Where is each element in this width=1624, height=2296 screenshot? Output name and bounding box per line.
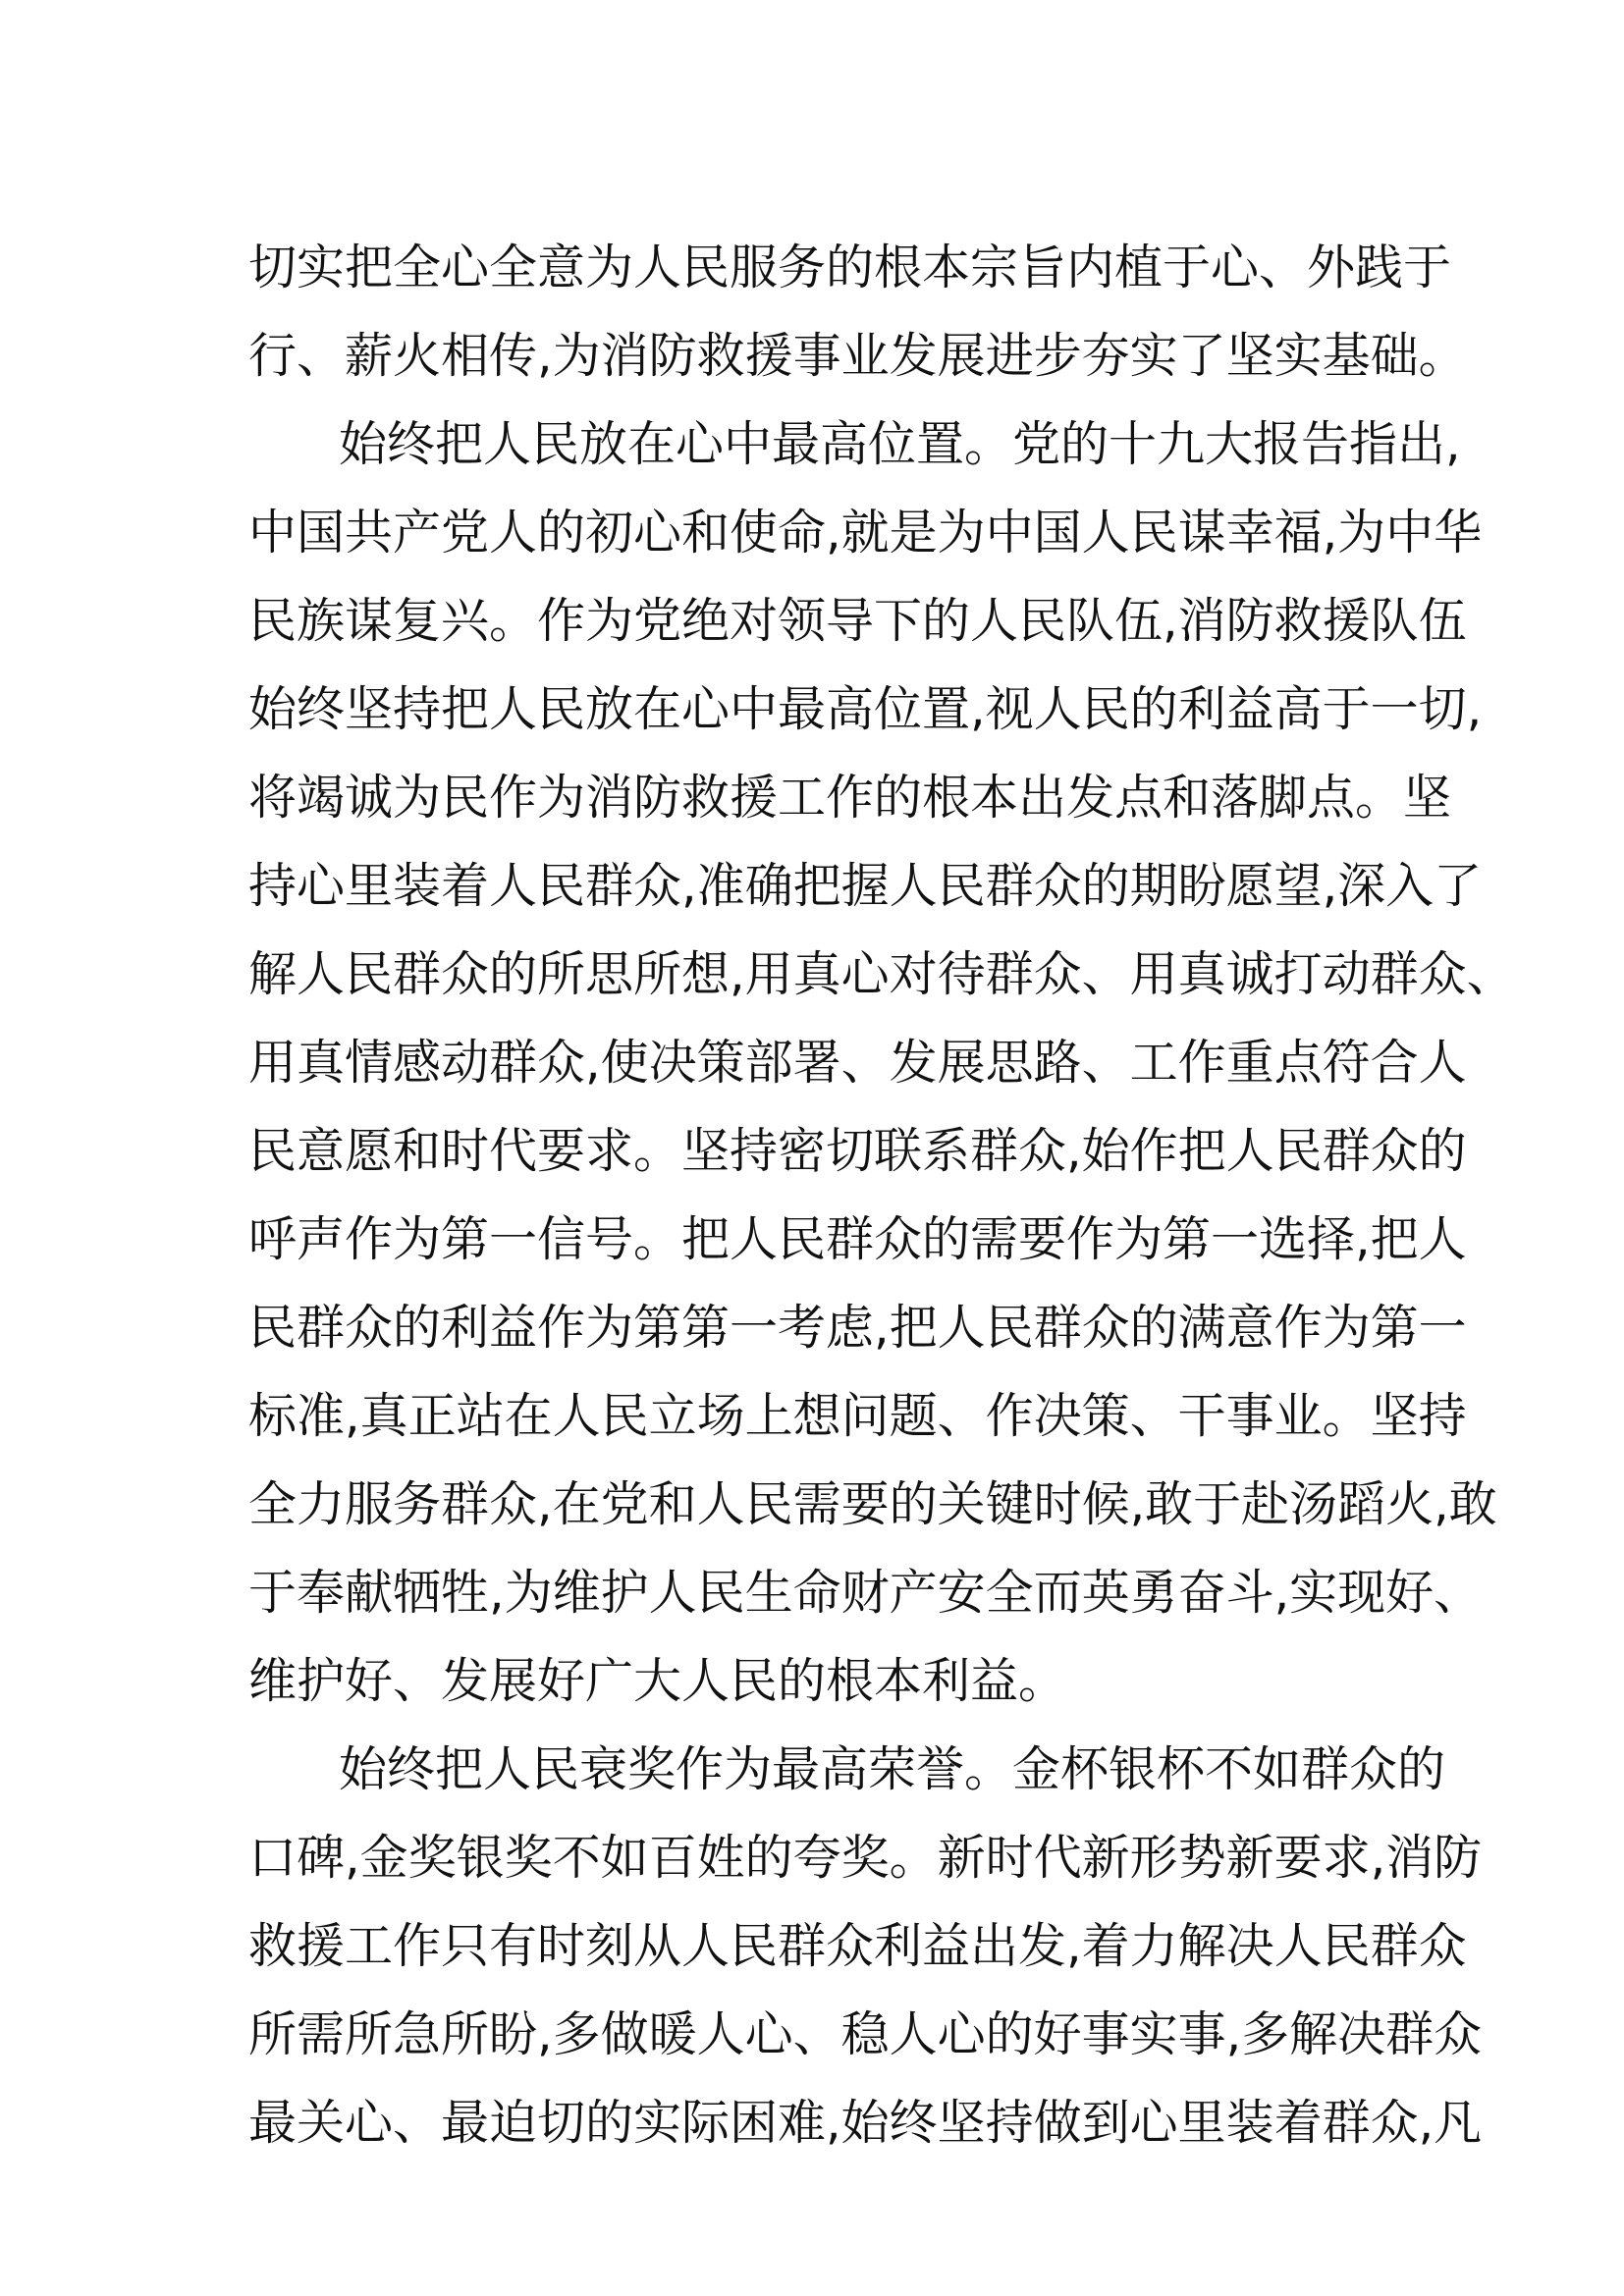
text-line: 行、薪火相传,为消防救援事业发展进步夯实了坚实基础。 <box>248 328 1467 384</box>
text-line: 所需所急所盼,多做暖人心、稳人心的好事实事,多解决群众 <box>248 2006 1483 2062</box>
text-line: 解人民群众的所思所想,用真心对待群众、用真诚打动群众、 <box>248 946 1515 1002</box>
text-line: 民族谋复兴。作为党绝对领导下的人民队伍,消防救援队伍 <box>248 593 1467 649</box>
text-line: 维护好、发展好广大人民的根本利益。 <box>248 1653 1067 1709</box>
text-line: 最关心、最迫切的实际困难,始终坚持做到心里装着群众,凡 <box>248 2095 1483 2151</box>
text-line: 于奉献牺牲,为维护人民生命财产安全而英勇奋斗,实现好、 <box>248 1565 1483 1621</box>
text-line: 持心里装着人民群众,准确把握人民群众的期盼愿望,深入了 <box>248 858 1483 914</box>
paragraph-start-line: 始终把人民衰奖作为最高荣誉。金杯银杯不如群众的 <box>339 1741 1446 1797</box>
text-line: 切实把全心全意为人民服务的根本宗旨内植于心、外践于 <box>248 240 1452 295</box>
body-text <box>248 224 1515 2167</box>
text-line: 民意愿和时代要求。坚持密切联系群众,始作把人民群众的 <box>248 1123 1467 1179</box>
paragraph-start-line: 始终把人民放在心中最高位置。党的十九大报告指出, <box>339 416 1461 472</box>
text-line: 全力服务群众,在党和人民需要的关键时候,敢于赴汤蹈火,敢 <box>248 1476 1497 1532</box>
text-line: 口碑,金奖银奖不如百姓的夸奖。新时代新形势新要求,消防 <box>248 1830 1483 1886</box>
text-line: 呼声作为第一信号。把人民群众的需要作为第一选择,把人 <box>248 1211 1467 1267</box>
text-line: 救援工作只有时刻从人民群众利益出发,着力解决人民群众 <box>248 1918 1467 1974</box>
text-line: 标准,真正站在人民立场上想问题、作决策、干事业。坚持 <box>248 1388 1467 1444</box>
text-line: 将竭诚为民作为消防救援工作的根本出发点和落脚点。坚 <box>248 770 1452 826</box>
text-line: 民群众的利益作为第第一考虑,把人民群众的满意作为第一 <box>248 1300 1467 1356</box>
text-line: 用真情感动群众,使决策部署、发展思路、工作重点符合人 <box>248 1035 1467 1091</box>
text-line: 中国共产党人的初心和使命,就是为中国人民谋幸福,为中华 <box>248 505 1483 561</box>
text-line: 始终坚持把人民放在心中最高位置,视人民的利益高于一切, <box>248 681 1483 737</box>
